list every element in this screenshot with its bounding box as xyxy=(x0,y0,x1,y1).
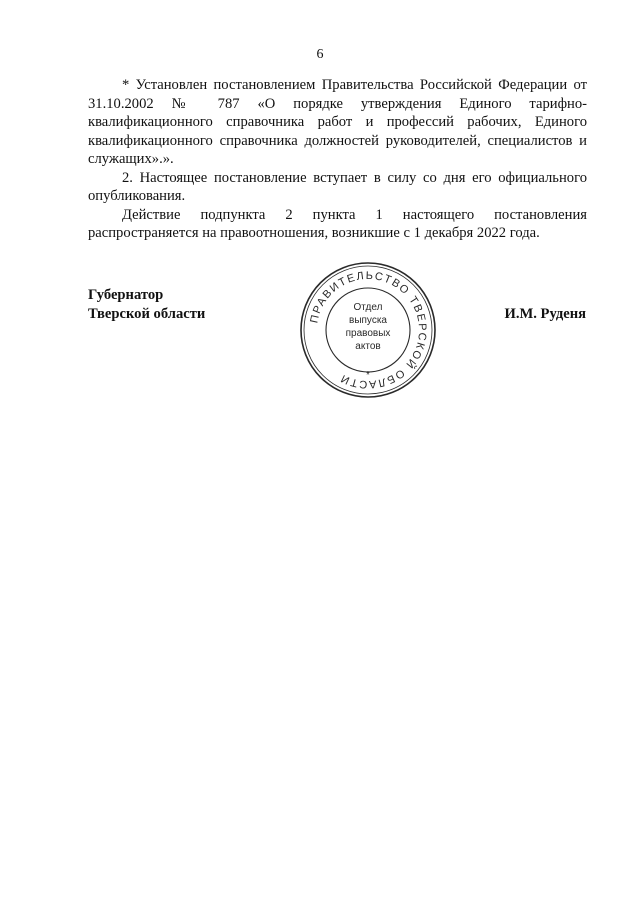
official-stamp xyxy=(298,260,438,400)
signature-title xyxy=(88,286,205,323)
footnote-paragraph: * Установлен постановлением Правительства Российской Федерации от 31.10.2002 № 787 «О порядке утверждения Единого тарифно-квалификационного справочника работ и профессий рабочих, Единого квалификационного справочника должностей руководителей, специалистов и служащих».». xyxy=(88,77,587,167)
stamp-center-line-2: выпуска xyxy=(349,315,387,326)
stamp-star: * xyxy=(366,370,370,381)
stamp-center-line-4: актов xyxy=(355,341,381,352)
stamp-center-line-3: правовых xyxy=(345,328,391,339)
page-number: 6 xyxy=(316,47,324,62)
stamp-ring-text: ПРАВИТЕЛЬСТВО ТВЕРСКОЙ ОБЛАСТИ xyxy=(308,269,429,391)
paragraph-effective-date: 2. Настоящее постановление вступает в силу со дня его официального опубликования. xyxy=(88,169,587,204)
body-text xyxy=(88,76,587,243)
signature-title-line-2: Тверской области xyxy=(88,305,206,322)
signature-title-line-1: Губернатор xyxy=(88,287,164,303)
stamp-center-line-1: Отдел xyxy=(353,302,383,313)
paragraph-retroactive: Действие подпункта 2 пункта 1 настоящего постановления распространяется на правоотношения, возникшие с 1 декабря 2022 года. xyxy=(88,206,587,241)
signatory-name: И.М. Руденя xyxy=(504,306,586,322)
